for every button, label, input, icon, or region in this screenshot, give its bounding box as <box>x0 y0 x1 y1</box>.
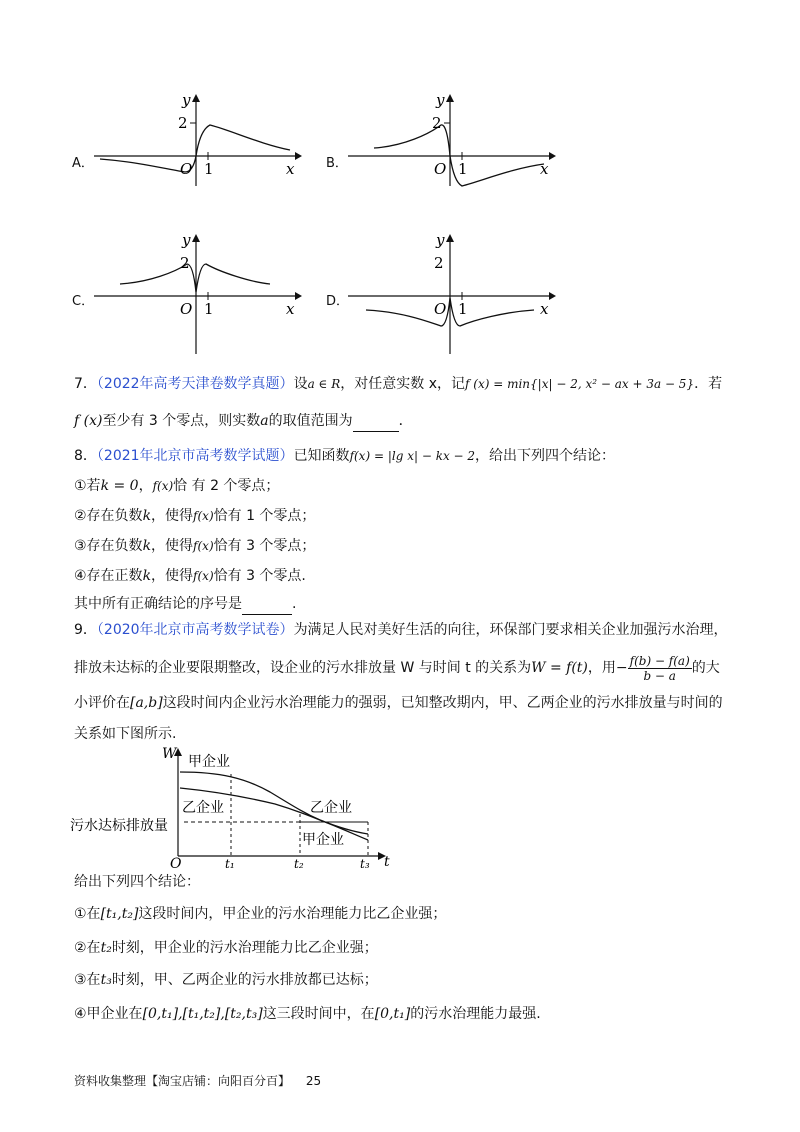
q7-source: （2022年高考天津卷数学真题） <box>96 376 294 392</box>
t-label: t <box>384 854 390 870</box>
q8-text: ，给出下列四个结论： <box>475 448 616 464</box>
conclusion-text: 的污水治理能力最强. <box>410 1006 541 1022</box>
q9-text: 小评价在 <box>74 695 130 711</box>
q8-number: 8． <box>74 448 97 464</box>
item-text: ，使得 <box>151 508 194 524</box>
q9-text: ，用 <box>587 660 616 676</box>
item-text: ，使得 <box>151 568 194 584</box>
q9-line1 <box>74 620 728 640</box>
item-text: ③存在负数 <box>74 538 143 554</box>
graph-b <box>344 90 564 190</box>
conclusion-text: 时刻，甲、乙两企业的污水排放都已达标； <box>111 972 378 988</box>
y-label: y <box>436 91 445 109</box>
q8-item-4 <box>74 566 306 586</box>
origin-label: O <box>170 856 182 870</box>
q9-minus: − <box>615 660 628 676</box>
q9-text: 为满足人民对美好生活的向往，环保部门要求相关企业加强污水治理， <box>293 622 728 638</box>
origin-label: O <box>434 160 447 178</box>
option-c-label: C． <box>72 294 95 309</box>
t1-label: t₁ <box>225 857 235 870</box>
q8-item-1 <box>74 476 279 496</box>
one-label: 1 <box>458 160 468 178</box>
item-math: k <box>142 508 152 524</box>
graph-a <box>90 90 310 190</box>
conclusion-text: ④甲企业在 <box>74 1006 143 1022</box>
item-math: k <box>142 538 152 554</box>
q9-text: 的大 <box>691 660 720 676</box>
q7-text: ，对任意实数 x，记 <box>340 376 466 392</box>
conclusion-math: [0,t₁] <box>374 1006 411 1022</box>
one-label: 1 <box>458 300 468 318</box>
item-text: ④存在正数 <box>74 568 143 584</box>
curve <box>120 264 270 292</box>
q7-answer-blank[interactable] <box>353 411 399 432</box>
fraction-numerator: f(b) − f(a) <box>629 653 690 668</box>
q8-math-f: f(x) = |lg x| − kx − 2 <box>349 449 476 463</box>
y-label: y <box>182 91 191 109</box>
t2-label: t₂ <box>294 857 304 870</box>
q7-line1 <box>74 374 722 394</box>
conclusion-math: [0,t₁],[t₁,t₂],[t₂,t₃] <box>142 1006 263 1022</box>
footer-text: 资料收集整理【淘宝店铺：向阳百分百】 <box>74 1074 291 1088</box>
t3-label: t₃ <box>360 857 370 870</box>
page-number: 25 <box>305 1074 322 1088</box>
x-label: x <box>540 300 549 318</box>
standard-label: 污水达标排放量 <box>70 818 168 834</box>
option-b-label: B． <box>326 156 348 171</box>
item-math: f(x) <box>193 539 214 553</box>
q9-conclusion-3 <box>74 970 378 990</box>
one-label: 1 <box>204 300 214 318</box>
conclusion-text: ③在 <box>74 972 101 988</box>
origin-label: O <box>180 160 193 178</box>
q8-line1 <box>74 446 615 466</box>
q7-text: 至少有 3 个零点，则实数 <box>102 413 261 429</box>
option-d-label: D． <box>326 294 350 309</box>
q9-conclusion-2 <box>74 938 378 958</box>
q8-end: . <box>292 596 297 612</box>
q7-text: ．若 <box>694 376 723 392</box>
jia-label: 甲企业 <box>188 754 230 770</box>
item-math: f(x) <box>193 509 214 523</box>
q9-fraction <box>628 654 692 683</box>
jia-label-2: 甲企业 <box>302 832 344 848</box>
q9-line3 <box>74 693 723 713</box>
conclusion-text: 时刻，甲企业的污水治理能力比乙企业强； <box>111 940 378 956</box>
q9-text: 排放未达标的企业要限期整改，设企业的污水排放量 W 与时间 t 的关系为 <box>74 660 532 676</box>
q8-text: 已知函数 <box>293 448 350 464</box>
q8-ask-text: 其中所有正确结论的序号是 <box>74 596 242 612</box>
origin-label: O <box>180 300 193 318</box>
two-label: 2 <box>178 114 188 132</box>
q7-text: 设 <box>293 376 308 392</box>
q9-line4: 关系如下图所示. <box>74 726 177 742</box>
item-text: ， <box>138 478 153 494</box>
q8-item-3 <box>74 536 315 556</box>
conclusion-math: t₂ <box>100 940 112 956</box>
q9-given: 给出下列四个结论： <box>74 874 200 890</box>
x-label: x <box>286 300 295 318</box>
q7-math-a: a ∈ R <box>307 377 341 391</box>
item-text: ，使得 <box>151 538 194 554</box>
item-text: 恰 有 2 个零点； <box>173 478 280 494</box>
w-label: W <box>162 746 177 762</box>
q9-math-ab: [a,b] <box>130 695 163 711</box>
q9-text: 这段时间内企业污水治理能力的强弱，已知整改期内，甲、乙两企业的污水排放量与时间的 <box>162 695 723 711</box>
q7-math-a2: a <box>260 413 269 429</box>
fraction-denominator: b − a <box>643 668 676 683</box>
item-text: 恰有 3 个零点； <box>213 538 316 554</box>
two-label: 2 <box>180 254 190 272</box>
conclusion-text: ①在 <box>74 906 101 922</box>
yi-label: 乙企业 <box>182 800 224 816</box>
q8-item-2 <box>74 506 315 526</box>
conclusion-math: t₃ <box>100 972 112 988</box>
two-label: 2 <box>432 114 442 132</box>
item-math: k <box>142 568 152 584</box>
q7-line2 <box>74 411 413 432</box>
footer <box>74 1072 321 1089</box>
q9-number: 9． <box>74 622 97 638</box>
q8-source: （2021年北京市高考数学试题） <box>96 448 294 464</box>
option-a-label: A． <box>72 156 94 171</box>
x-arrow <box>295 152 302 160</box>
q9-line2 <box>74 650 720 686</box>
item-math: f(x) <box>193 569 214 583</box>
yi-label-2: 乙企业 <box>310 800 352 816</box>
q7-math-f: f (x) = min{|x| − 2, x² − ax + 3a − 5} <box>465 377 695 391</box>
item-text: ①若 <box>74 478 101 494</box>
q8-ask <box>74 594 296 615</box>
y-arrow <box>192 94 200 102</box>
item-text: 恰有 3 个零点. <box>213 568 306 584</box>
y-label: y <box>436 231 445 249</box>
q9-conclusion-1 <box>74 904 446 924</box>
x-label: x <box>286 160 295 178</box>
y-label: y <box>182 231 191 249</box>
conclusion-math: [t₁,t₂] <box>100 906 139 922</box>
item-text: ②存在负数 <box>74 508 143 524</box>
q8-answer-blank[interactable] <box>242 594 292 615</box>
origin-label: O <box>434 300 447 318</box>
q7-math-fx: f (x) <box>74 413 103 429</box>
graph-d <box>344 228 564 358</box>
x-label: x <box>540 160 549 178</box>
graph-c <box>90 228 310 358</box>
q7-text: 的取值范围为 <box>268 413 353 429</box>
q7-number: 7． <box>74 376 97 392</box>
conclusion-text: 这段时间内，甲企业的污水治理能力比乙企业强； <box>138 906 447 922</box>
q7-text: ． <box>398 413 413 429</box>
q9-chart <box>70 740 400 870</box>
one-label: 1 <box>204 160 214 178</box>
item-text: 恰有 1 个零点； <box>213 508 316 524</box>
item-math: k = 0 <box>100 478 139 494</box>
conclusion-text: ②在 <box>74 940 101 956</box>
curve <box>100 125 290 172</box>
q9-conclusion-4 <box>74 1004 541 1024</box>
conclusion-text: 这三段时间中，在 <box>262 1006 375 1022</box>
item-math: f(x) <box>152 479 174 493</box>
q9-math-w: W = f(t) <box>531 660 588 676</box>
two-label: 2 <box>434 254 444 272</box>
q9-source: （2020年北京市高考数学试卷） <box>96 622 294 638</box>
